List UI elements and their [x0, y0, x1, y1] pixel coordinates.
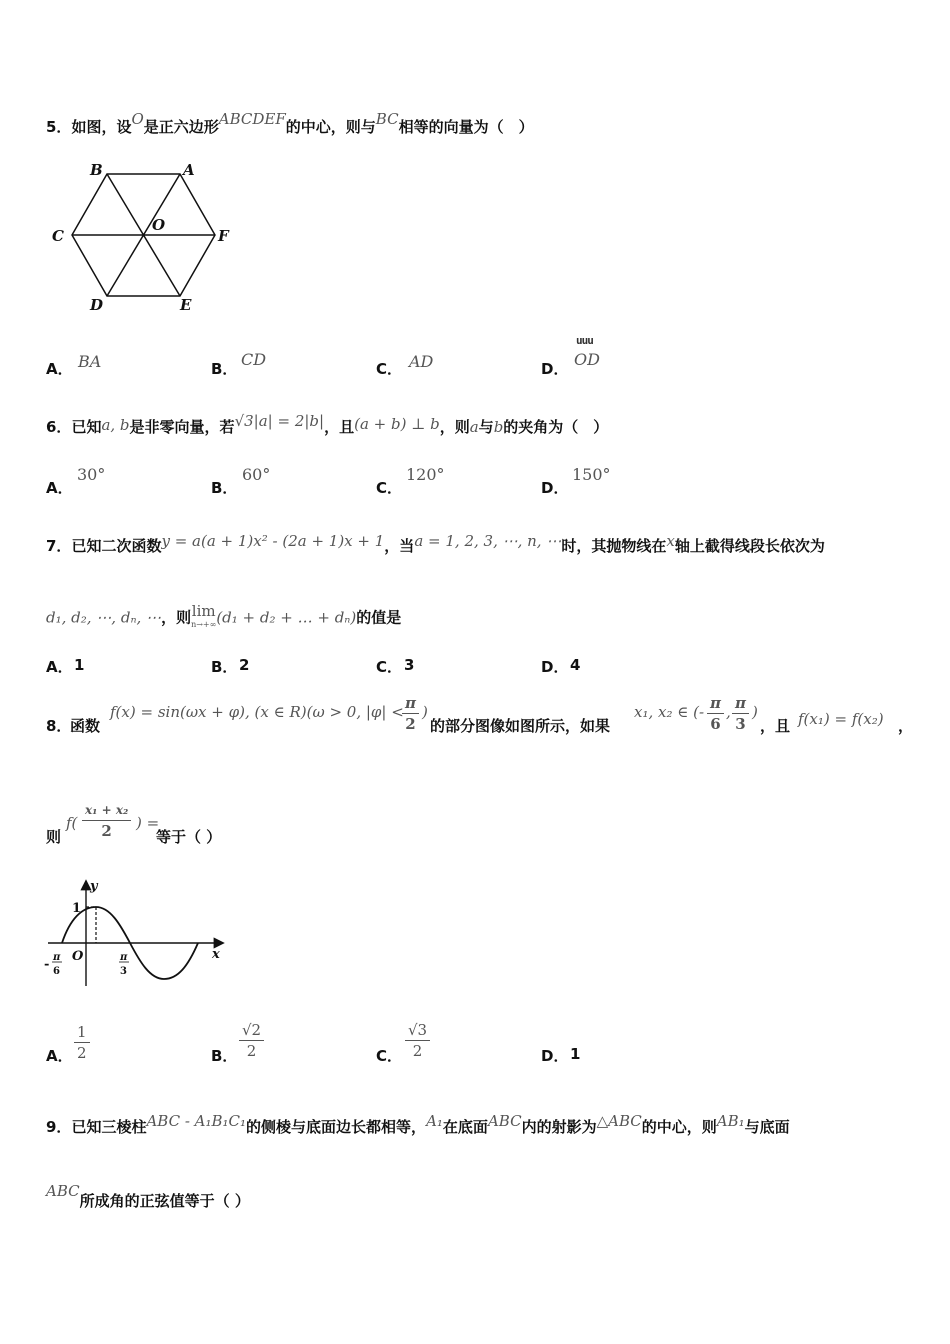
question-6-stem [46, 412, 609, 437]
stem-text: 所成角的正弦值等于（ ） [79, 1192, 250, 1210]
q5-option-a-value: BA [78, 352, 102, 371]
q8-option-d-value: 1 [570, 1045, 581, 1063]
numerator: π [402, 693, 419, 714]
q8-option-b-label[interactable]: B． [211, 1047, 238, 1065]
stem-text: 则 [46, 828, 62, 846]
q7-option-c-value: 3 [404, 656, 415, 674]
denominator: 2 [405, 715, 416, 733]
numerator: x₁ + x₂ [82, 800, 131, 821]
stem-text: 在底面 [442, 1118, 488, 1136]
denominator: 2 [77, 1044, 87, 1062]
q5-option-a-label[interactable]: A． [46, 360, 73, 378]
stem-text: 的部分图像如图所示，如果 [430, 717, 611, 735]
math-x: x [666, 532, 675, 550]
label-B: B [90, 161, 103, 179]
question-7-stem-line1 [46, 532, 825, 556]
q5-option-c-label[interactable]: C． [376, 360, 403, 378]
label-F: F [218, 227, 229, 245]
q5-option-c-value: AD [409, 352, 434, 371]
stem-text: 与 [478, 418, 494, 436]
q5-option-d-value: OD [574, 350, 600, 369]
math-equals: ) = [136, 814, 160, 832]
math-function-def: f(x) = sin(ωx + φ), (x ∈ R)(ω > 0, |φ| < [110, 703, 404, 721]
limit-subscript: n→+∞ [191, 620, 217, 629]
stem-text: 的中心，则 [641, 1118, 717, 1136]
fraction-pi-over-3 [732, 693, 749, 734]
hexagon-figure [46, 156, 236, 316]
stem-text: 时，其抛物线在 [561, 537, 667, 555]
denominator: 2 [101, 822, 112, 840]
numerator: √3 [405, 1020, 430, 1041]
origin-label: O [72, 949, 84, 964]
q7-option-d-value: 4 [570, 656, 581, 674]
q5-option-b-label[interactable]: B． [211, 360, 238, 378]
q6-option-d-value: 150° [572, 465, 611, 484]
math-equality: f(x₁) = f(x₂) [798, 710, 884, 728]
math-paren: ) [752, 703, 758, 721]
denominator: 2 [246, 1042, 257, 1060]
tick-pi-over-3-den: 3 [120, 966, 127, 977]
label-D: D [90, 296, 104, 314]
question-number: 9． [46, 1118, 72, 1136]
q6-option-b-value: 60° [242, 465, 271, 484]
denominator: 3 [735, 715, 746, 733]
math-AB1: AB₁ [716, 1112, 745, 1130]
math-a: a [469, 418, 479, 436]
x-axis-label: x [212, 947, 220, 962]
tick-neg-pi-over-6-den: 6 [53, 966, 60, 977]
tick-pi-over-3-num: π [120, 952, 128, 963]
q8-option-a-value [74, 1022, 90, 1063]
q8-option-d-label[interactable]: D． [541, 1047, 569, 1065]
tick-neg-pi-over-6-num: π [53, 952, 61, 963]
q5-option-b-value: CD [241, 350, 267, 369]
math-paren: ) [422, 703, 428, 721]
stem-text: 如图，设 [71, 118, 132, 136]
label-O: O [152, 216, 166, 234]
numerator: π [707, 693, 724, 714]
stem-text: 轴上截得线段长依次为 [674, 537, 825, 555]
q6-option-a-value: 30° [77, 465, 106, 484]
question-number: 5． [46, 118, 72, 136]
fraction-pi-over-6 [707, 693, 724, 734]
q6-option-c-value: 120° [406, 465, 445, 484]
question-9-stem-line2 [46, 1182, 250, 1211]
limit-operator [191, 604, 216, 632]
question-number: 7． [46, 537, 72, 555]
stem-text: 已知二次函数 [71, 537, 162, 555]
stem-text: ， [898, 717, 914, 735]
y-tick-1: 1 [72, 901, 82, 916]
stem-text: 的中心，则与 [285, 118, 376, 136]
stem-text: ，当 [384, 537, 415, 555]
math-triangle: △ABC [596, 1112, 642, 1130]
math-d-sequence: d₁, d₂, ⋯, dₙ, ⋯ [46, 608, 162, 627]
stem-text: 相等的向量为（ ） [398, 118, 534, 136]
math-hexagon: ABCDEF [218, 110, 286, 128]
stem-text: 内的射影为 [521, 1118, 597, 1136]
neg-sign: - [44, 957, 50, 972]
q6-option-d-label[interactable]: D． [541, 479, 569, 497]
question-number: 8． [46, 717, 72, 735]
vector-arrow-glyph: uuu [576, 334, 593, 347]
stem-text: ，则 [439, 418, 470, 436]
math-b: b [493, 418, 504, 436]
math-vector-BC: BC [375, 110, 399, 128]
label-E: E [180, 296, 192, 314]
q8-option-b-value [239, 1020, 264, 1061]
q8-option-c-value [405, 1020, 430, 1061]
q7-option-c-label[interactable]: C． [376, 658, 403, 676]
limit-lim: lim [191, 602, 216, 620]
stem-text: 的值是 [356, 608, 402, 627]
question-5-stem [46, 110, 534, 137]
q7-option-a-value: 1 [74, 656, 85, 674]
q7-option-a-label[interactable]: A． [46, 658, 73, 676]
q7-option-b-label[interactable]: B． [211, 658, 238, 676]
math-comma: , [726, 703, 731, 721]
question-9-stem-line1 [46, 1112, 790, 1137]
q6-option-b-label[interactable]: B． [211, 479, 238, 497]
stem-text: 的夹角为（ ） [503, 418, 609, 436]
math-condition-2: (a + b) ⊥ b [354, 415, 440, 433]
math-A1: A₁ [426, 1112, 443, 1130]
numerator: 1 [74, 1022, 90, 1043]
q7-option-b-value: 2 [239, 656, 250, 674]
math-ABC: ABC [487, 1112, 522, 1130]
stem-text: 等于（ ） [156, 828, 222, 846]
fraction-midpoint [82, 800, 131, 841]
denominator: 6 [710, 715, 721, 733]
math-f: f( [66, 814, 78, 832]
q5-option-d-label[interactable]: D． [541, 360, 569, 378]
q8-option-a-label[interactable]: A． [46, 1047, 73, 1065]
math-ab: a, b [101, 416, 130, 434]
stem-text: ，则 [161, 608, 192, 627]
question-number: 6． [46, 418, 72, 436]
y-axis-label: y [90, 879, 98, 894]
stem-text: ，且 [760, 717, 791, 735]
math-x-interval: x₁, x₂ ∈ (- [634, 703, 705, 721]
math-O: O [131, 110, 144, 128]
label-C: C [52, 227, 64, 245]
math-condition-1: √3|a| = 2|b| [234, 412, 325, 430]
numerator: π [732, 693, 749, 714]
math-limit-expr: (d₁ + d₂ + … + dₙ) [216, 608, 357, 627]
question-7-stem-line2 [46, 604, 401, 632]
math-a-sequence: a = 1, 2, 3, ⋯, n, ⋯ [414, 532, 562, 550]
q7-option-d-label[interactable]: D． [541, 658, 569, 676]
sine-graph [40, 874, 230, 994]
stem-text: 与底面 [744, 1118, 790, 1136]
math-ABC: ABC [46, 1182, 80, 1200]
math-quadratic: y = a(a + 1)x² - (2a + 1)x + 1 [161, 532, 385, 550]
q6-option-c-label[interactable]: C． [376, 479, 403, 497]
stem-text: ，且 [324, 418, 355, 436]
q6-option-a-label[interactable]: A． [46, 479, 73, 497]
stem-text: 函数 [70, 717, 101, 735]
stem-text: 已知三棱柱 [71, 1118, 147, 1136]
math-prism: ABC - A₁B₁C₁ [146, 1112, 247, 1130]
denominator: 2 [412, 1042, 423, 1060]
stem-text: 是非零向量，若 [129, 418, 235, 436]
label-A: A [183, 161, 195, 179]
numerator: √2 [239, 1020, 264, 1041]
q8-option-c-label[interactable]: C． [376, 1047, 403, 1065]
fraction-pi-over-2 [402, 693, 419, 734]
stem-text: 已知 [71, 418, 102, 436]
stem-text: 是正六边形 [143, 118, 219, 136]
stem-text: 的侧棱与底面边长都相等， [246, 1118, 427, 1136]
